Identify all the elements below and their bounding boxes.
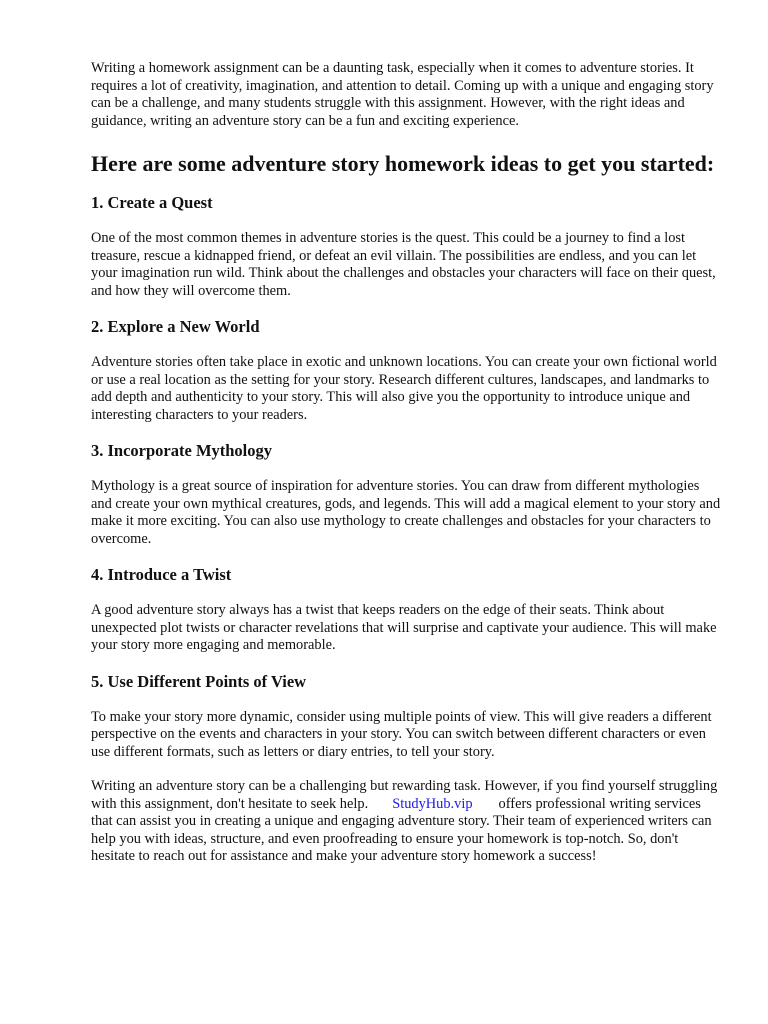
section-heading-points-of-view: 5. Use Different Points of View	[91, 671, 307, 691]
section-heading-mythology: 3. Incorporate Mythology	[91, 441, 273, 460]
section-body-quest: One of the most common themes in adventure stories is the quest. This could be a journey to find a lost treasure, rescue a kidnapped friend, or defeat an evil villain. The possibilities are endless, and you can let your imagination run wild. Think about the challenges and obstacles your characters will face on their quest, and how they will overcome them.	[91, 230, 716, 299]
section-body-twist: A good adventure story always has a twist that keeps readers on the edge of their seats. Think about unexpected plot twists or character revelations that will surprise and captivate your audience. This will make your story more engaging and memorable.	[91, 602, 717, 653]
closing-text-start: Writing an adventure story can be a challenging but rewarding task. However, if you find yourself struggling with this assignment, don't hesitate to seek help.	[91, 778, 718, 812]
closing-paragraph	[91, 778, 721, 866]
main-heading: Here are some adventure story homework ideas to get you started:	[91, 151, 715, 176]
studyhub-link[interactable]: StudyHub.vip	[392, 795, 473, 812]
closing-text-end: offers professional writing services that can assist you in creating a unique and engaging adventure story. Their team of experienced writers can help you with ideas, structure, and even proofreading to ensure your homework is top-notch. So, don't hesitate to reach out for assistance and make your adventure story homework a success!	[91, 795, 712, 864]
document-page	[91, 60, 721, 866]
section-body-points-of-view: To make your story more dynamic, consider using multiple points of view. This will give readers a different perspective on the events and characters in your story. You can switch between different characters or even use different formats, such as letters or diary entries, to tell your story.	[91, 708, 712, 760]
section-body-new-world: Adventure stories often take place in exotic and unknown locations. You can create your own fictional world or use a real location as the setting for your story. Research different cultures, landscapes, and landmarks to add depth and authenticity to your story. This will also give you the opportunity to introduce unique and interesting characters to your readers.	[91, 354, 717, 423]
section-heading-twist: 4. Introduce a Twist	[91, 565, 232, 584]
section-body-mythology: Mythology is a great source of inspiration for adventure stories. You can draw from different mythologies and create your own mythical creatures, gods, and legends. This will add a magical element to your story and make it more exciting. You can also use mythology to create challenges and obstacles for your characters to overcome.	[91, 478, 721, 547]
section-heading-quest: 1. Create a Quest	[91, 193, 213, 212]
intro-paragraph: Writing a homework assignment can be a daunting task, especially when it comes to adventure stories. It requires a lot of creativity, imagination, and attention to detail. Coming up with a unique and engaging story can be a challenge, and many students struggle with this assignment. However, with the right ideas and guidance, writing an adventure story can be a fun and exciting experience.	[91, 60, 714, 129]
section-heading-new-world: 2. Explore a New World	[91, 317, 260, 336]
